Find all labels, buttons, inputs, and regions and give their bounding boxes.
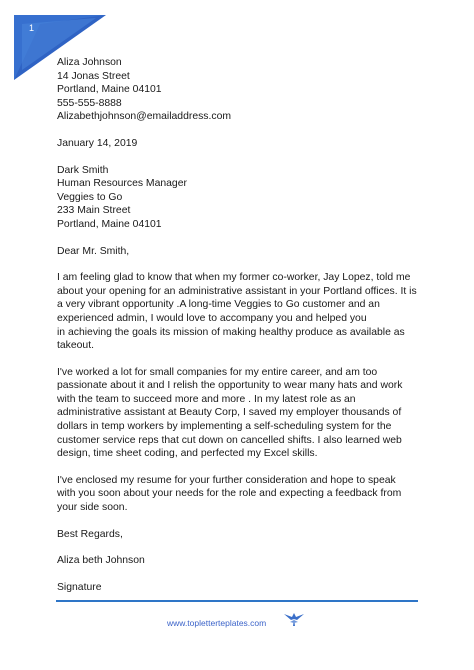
recipient-title: Human Resources Manager bbox=[57, 178, 187, 190]
paragraph-line: I've enclosed my resume for your further consideration and hope to speak bbox=[57, 474, 396, 486]
salutation bbox=[57, 245, 429, 259]
paragraph-line: experienced admin, I would love to accompany you and helped you bbox=[57, 312, 367, 324]
paragraph-line: in achieving the goals its mission of making healthy produce as available as bbox=[57, 326, 405, 338]
paragraph-line: your side soon. bbox=[57, 502, 128, 514]
salutation-text: Dear Mr. Smith, bbox=[57, 245, 130, 257]
signature-text: Signature bbox=[57, 581, 102, 593]
recipient-company: Veggies to Go bbox=[57, 191, 123, 203]
signature-block bbox=[57, 581, 429, 595]
paragraph-line: dollars in temp workers by implementing a self-scheduling system for the bbox=[57, 421, 392, 433]
paragraph-line: customer service reps that cut down on cancelled shifts. I also learned web bbox=[57, 434, 402, 446]
footer-rule bbox=[56, 600, 418, 602]
bird-logo-icon bbox=[283, 610, 305, 628]
paragraph-line: takeout. bbox=[57, 340, 94, 352]
recipient-city: Portland, Maine 04101 bbox=[57, 218, 162, 230]
sender-street: 14 Jonas Street bbox=[57, 70, 130, 82]
letter-date bbox=[57, 137, 429, 151]
recipient-address bbox=[57, 164, 429, 232]
paragraph-line: administrative assistant at Beauty Corp, I saved my employer thousands of bbox=[57, 407, 402, 419]
paragraph-line: passionate about it and I relish the opportunity to wear many hats and work bbox=[57, 380, 403, 392]
closing bbox=[57, 528, 429, 542]
paragraph-line: with the team to succeed more and more . In my latest role as an bbox=[57, 393, 356, 405]
body-paragraph-1 bbox=[57, 271, 429, 353]
sender-address bbox=[57, 56, 429, 124]
sender-phone: 555-555-8888 bbox=[57, 97, 122, 109]
closing-text: Best Regards, bbox=[57, 528, 123, 540]
signer-name: Aliza beth Johnson bbox=[57, 555, 145, 567]
recipient-name: Dark Smith bbox=[57, 164, 109, 176]
body-paragraph-3 bbox=[57, 474, 429, 515]
paragraph-line: with you soon about your needs for the role and expecting a feedback from bbox=[57, 488, 402, 500]
paragraph-line: design, time sheet coding, and perfected my Excel skills. bbox=[57, 448, 318, 460]
paragraph-line: a very vibrant opportunity .A long-time Veggies to Go customer and an bbox=[57, 299, 380, 311]
page-number: 1 bbox=[29, 23, 35, 33]
letter-content bbox=[57, 56, 429, 607]
paragraph-line: I am feeling glad to know that when my former co-worker, Jay Lopez, told me bbox=[57, 272, 411, 284]
paragraph-line: about your opening for an administrative assistant in your Portland offices. It is bbox=[57, 285, 417, 297]
body-paragraph-2 bbox=[57, 366, 429, 461]
paragraph-line: I've worked a lot for small companies for my entire career, and am too bbox=[57, 366, 378, 378]
sender-email: Alizabethjohnson@emailaddress.com bbox=[57, 111, 232, 123]
sender-name: Aliza Johnson bbox=[57, 57, 122, 68]
date-text: January 14, 2019 bbox=[57, 137, 138, 149]
signer bbox=[57, 554, 429, 568]
sender-city: Portland, Maine 04101 bbox=[57, 84, 162, 96]
footer-website-link[interactable]: www.topletterteplates.com bbox=[167, 618, 267, 628]
recipient-street: 233 Main Street bbox=[57, 205, 131, 217]
